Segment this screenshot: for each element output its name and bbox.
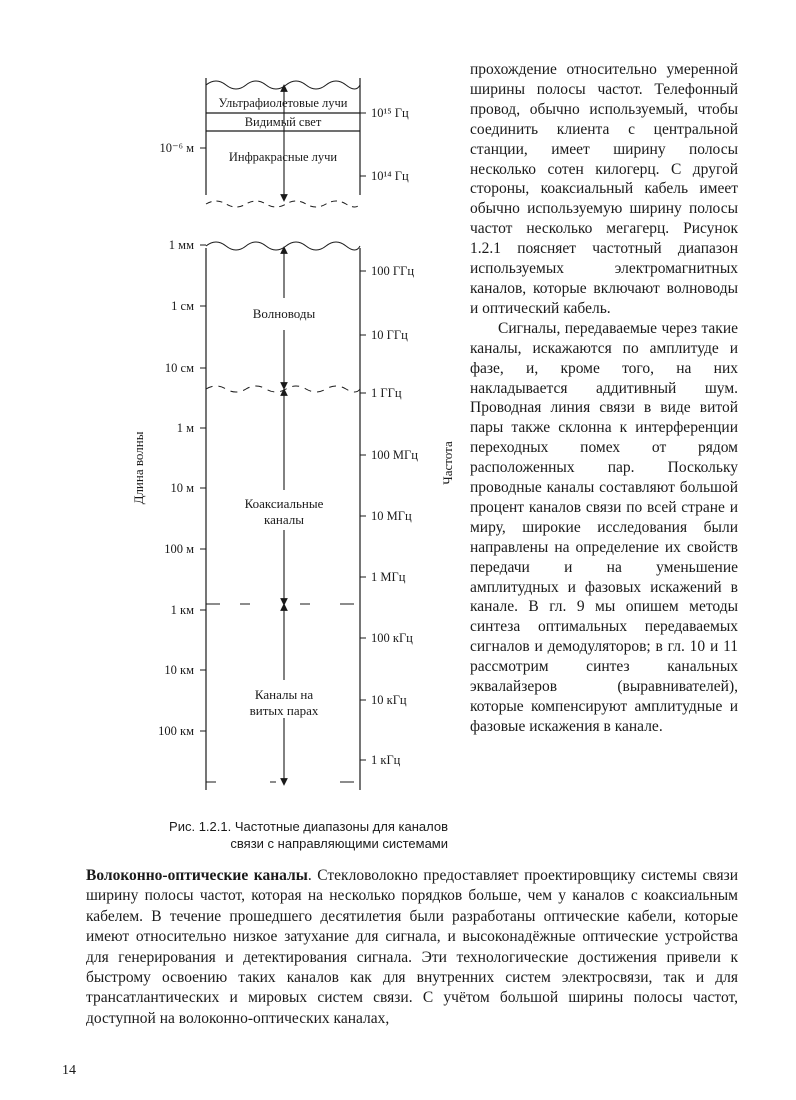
frequency-tick: 10 МГц: [371, 509, 412, 523]
wavelength-tick: 1 см: [171, 299, 194, 313]
frequency-tick: 1 МГц: [371, 570, 406, 584]
tick-marks: [200, 113, 366, 760]
break-lines: [206, 81, 360, 782]
fiber-text: . Стекловолокно предоставляет проектировщику системы связи ширину полосы частот, которая на несколько порядков больше, чем у каналов с коаксиальным кабелем. В течение прошедшего десятилетия были разработаны оптические кабели, которые имеют относительно низкое затухание для сигнала, и высоконадёжные оптические устройства для генерирования и детектирования сигнала. Эти технологические достижения привели к быстрому освоению таких каналов как для внутренних систем электросвязи, так и для трансатлантических и мировых систем связи. С учётом большой ширины полосы частот, доступной на волоконно-оптических каналах,: [86, 867, 738, 1027]
bottom-paragraph: [86, 866, 738, 1029]
bottom-text: [86, 866, 738, 1029]
figure-caption: [148, 818, 448, 852]
twisted-label-line1: Каналы на: [254, 687, 314, 702]
frequency-tick: 100 кГц: [371, 631, 413, 645]
frequency-tick: 10¹⁵ Гц: [371, 106, 409, 120]
right-paragraph-1: прохождение относительно умеренной ширины полосы частот. Телефонный провод, обычно используемый, чтобы соединить клиента с центральной станции, имеет ширину полосы несколько сотен килогерц. С другой стороны, коаксиальный кабель имеет обычно используемую ширину полосы частот несколько мегагерц. Рисунок 1.2.1 поясняет частотный диапазон используемых электромагнитных каналов, которые включают волноводы и оптический кабель.: [470, 61, 738, 317]
caption-line2: связи с направляющими системами: [230, 836, 448, 851]
wavelength-ticks: [158, 141, 194, 738]
frequency-tick: 10 кГц: [371, 693, 407, 707]
frequency-ticks: [371, 106, 418, 767]
coax-label-line1: Коаксиальные: [244, 496, 324, 511]
wavelength-axis-label: Длина волны: [131, 431, 146, 505]
frequency-tick: 1 ГГц: [371, 386, 402, 400]
frequency-tick: 10¹⁴ Гц: [371, 169, 409, 183]
twisted-label-line2: витых парах: [249, 703, 319, 718]
frequency-axis-label: Частота: [440, 441, 455, 485]
waveguides-label: Волноводы: [252, 306, 316, 321]
wavelength-tick: 1 км: [170, 603, 194, 617]
wavelength-tick: 100 м: [164, 542, 194, 556]
wavelength-tick: 1 мм: [168, 238, 194, 252]
coax-label-line2: каналы: [264, 512, 304, 527]
wavelength-tick: 100 км: [158, 724, 194, 738]
caption-line1: Рис. 1.2.1. Частотные диапазоны для каналов: [169, 819, 448, 834]
figure-frame: [206, 78, 360, 790]
wavelength-tick: 10⁻⁶ м: [159, 141, 194, 155]
visible-band-label: Видимый свет: [244, 115, 322, 129]
uv-band-label: Ультрафиолетовые лучи: [218, 96, 348, 110]
wavelength-tick: 10 км: [164, 663, 194, 677]
wavelength-tick: 1 м: [176, 421, 194, 435]
page-number: 14: [62, 1063, 76, 1078]
frequency-tick: 10 ГГц: [371, 328, 408, 342]
ir-band-label: Инфракрасные лучи: [228, 150, 338, 164]
right-column-text: [470, 60, 738, 737]
right-paragraph-2: Сигналы, передаваемые через такие каналы, искажаются по амплитуде и фазе, и, кроме того, на них накладывается аддитивный шум. Проводная линия связи в виде витой пары также склонна к интерференции переходных помех от рядом расположенных пар. Поскольку проводные каналы составляют большой процент каналов связи по всей стране и миру, широкие исследования были направлены на определение их свойств передачи и на уменьшение амплитудных и фазовых искажений в канале. В гл. 9 мы опишем методы синтеза оптимальных передаваемых сигналов и демодуляторов; в гл. 10 и 11 рассмотрим синтез канальных эквалайзеров (выравнивателей), которые компенсируют амплитудные и фазовые искажения в канале.: [470, 319, 738, 735]
frequency-tick: 1 кГц: [371, 753, 401, 767]
fiber-heading: Волоконно-оптические каналы: [86, 867, 308, 884]
wavelength-tick: 10 м: [170, 481, 194, 495]
frequency-tick: 100 ГГц: [371, 264, 415, 278]
wavelength-tick: 10 см: [164, 361, 194, 375]
frequency-tick: 100 МГц: [371, 448, 418, 462]
